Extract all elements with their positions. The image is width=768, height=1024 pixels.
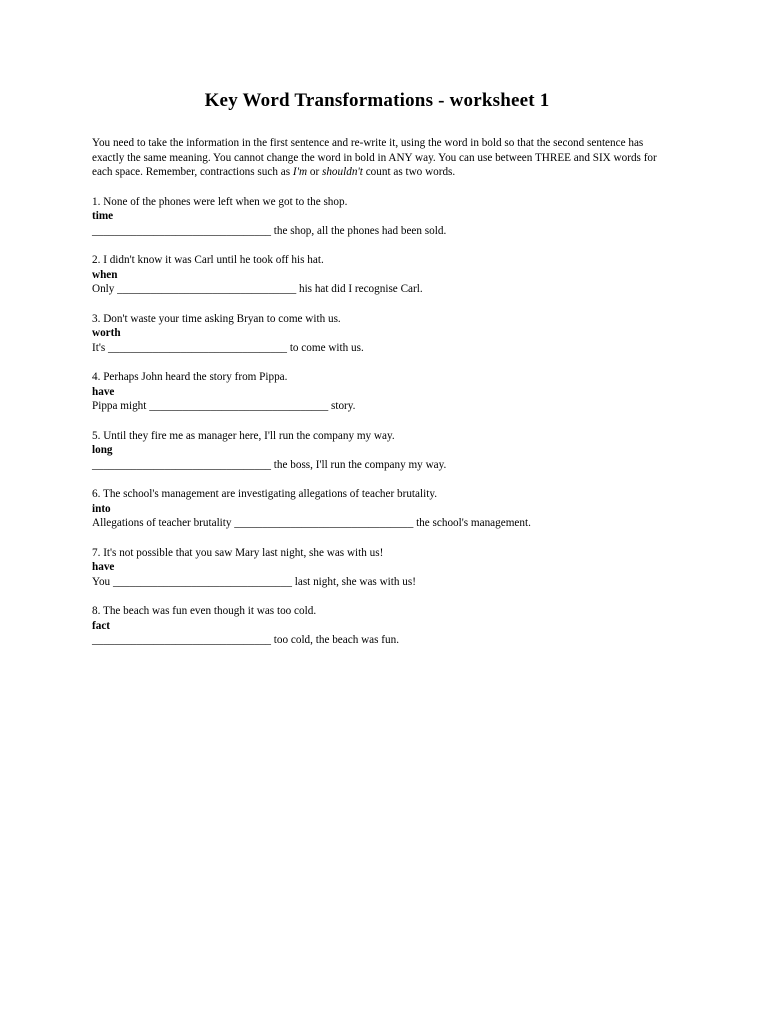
answer-before: It's [92,341,109,354]
answer-line [92,224,682,239]
question-2 [92,253,682,297]
question-1 [92,195,682,239]
question-sentence: 2. I didn't know it was Carl until he took off his hat. [92,254,324,266]
answer-blank[interactable]: ________________________________ [108,341,288,354]
answer-after: too cold, the beach was fun. [271,634,399,646]
question-sentence: 6. The school's management are investigating allegations of teacher brutality. [92,488,437,500]
question-6 [92,487,682,531]
answer-after: last night, she was with us! [291,575,416,588]
instructions-example-1: I'm [292,166,308,178]
answer-blank[interactable]: ________________________________ [149,400,329,412]
instructions-or: or [307,166,322,178]
instructions-text-1: You need to take the information in the first sentence and re-write it, using the word in bold so that the second sentence has exactly the same meaning. You cannot change the word in bold in ANY way. You can use between THREE and SIX words for each space. Remember, contractions such as [92,137,657,178]
question-sentence: 4. Perhaps John heard the story from Pippa. [92,371,288,383]
answer-after: the shop, all the phones had been sold. [271,224,447,237]
answer-before: Only [92,283,118,295]
question-4 [92,370,682,414]
answer-line [92,516,682,531]
worksheet-title: Key Word Transformations - worksheet 1 [204,90,550,111]
answer-before: Allegations of teacher brutality [92,517,235,529]
answer-after: story. [328,400,356,412]
instructions-example-2: shouldn't [321,166,363,178]
answer-line [92,575,682,590]
question-keyword: have [92,561,115,573]
answer-line [92,282,682,297]
answer-after: the school's management. [413,517,531,529]
answer-blank[interactable]: ________________________________ [234,517,414,529]
answer-blank[interactable]: ________________________________ [92,458,271,471]
answer-blank[interactable]: ________________________________ [92,634,271,646]
question-keyword: long [92,444,113,456]
answer-blank[interactable]: ________________________________ [112,575,292,588]
question-3 [92,312,682,356]
question-sentence: 1. None of the phones were left when we got to the shop. [92,195,348,208]
question-8 [92,604,682,648]
question-sentence: 8. The beach was fun even though it was too cold. [92,605,317,617]
instructions [92,136,667,180]
answer-line [92,341,682,356]
answer-line [92,458,682,473]
question-7 [92,546,682,590]
question-keyword: when [92,268,118,281]
question-sentence: 7. It's not possible that you saw Mary last night, she was with us! [92,546,384,559]
question-sentence: 5. Until they fire me as manager here, I'll run the company my way. [92,429,395,442]
question-keyword: worth [92,327,121,339]
answer-after: his hat did I recognise Carl. [296,283,423,295]
worksheet-page [92,88,682,663]
answer-blank[interactable]: ________________________________ [117,283,297,295]
answer-line [92,633,682,648]
answer-after: to come with us. [287,341,364,354]
question-keyword: fact [92,619,111,632]
question-sentence: 3. Don't waste your time asking Bryan to come with us. [92,312,341,325]
question-5 [92,429,682,473]
answer-before: Pippa might [92,400,150,412]
question-keyword: into [92,502,111,515]
question-keyword: have [92,385,115,398]
question-keyword: time [92,210,114,222]
answer-after: the boss, I'll run the company my way. [271,458,447,471]
answer-before: You [92,575,113,588]
answer-blank[interactable]: ________________________________ [92,224,271,237]
answer-line [92,399,682,414]
instructions-text-2: count as two words. [362,166,456,178]
